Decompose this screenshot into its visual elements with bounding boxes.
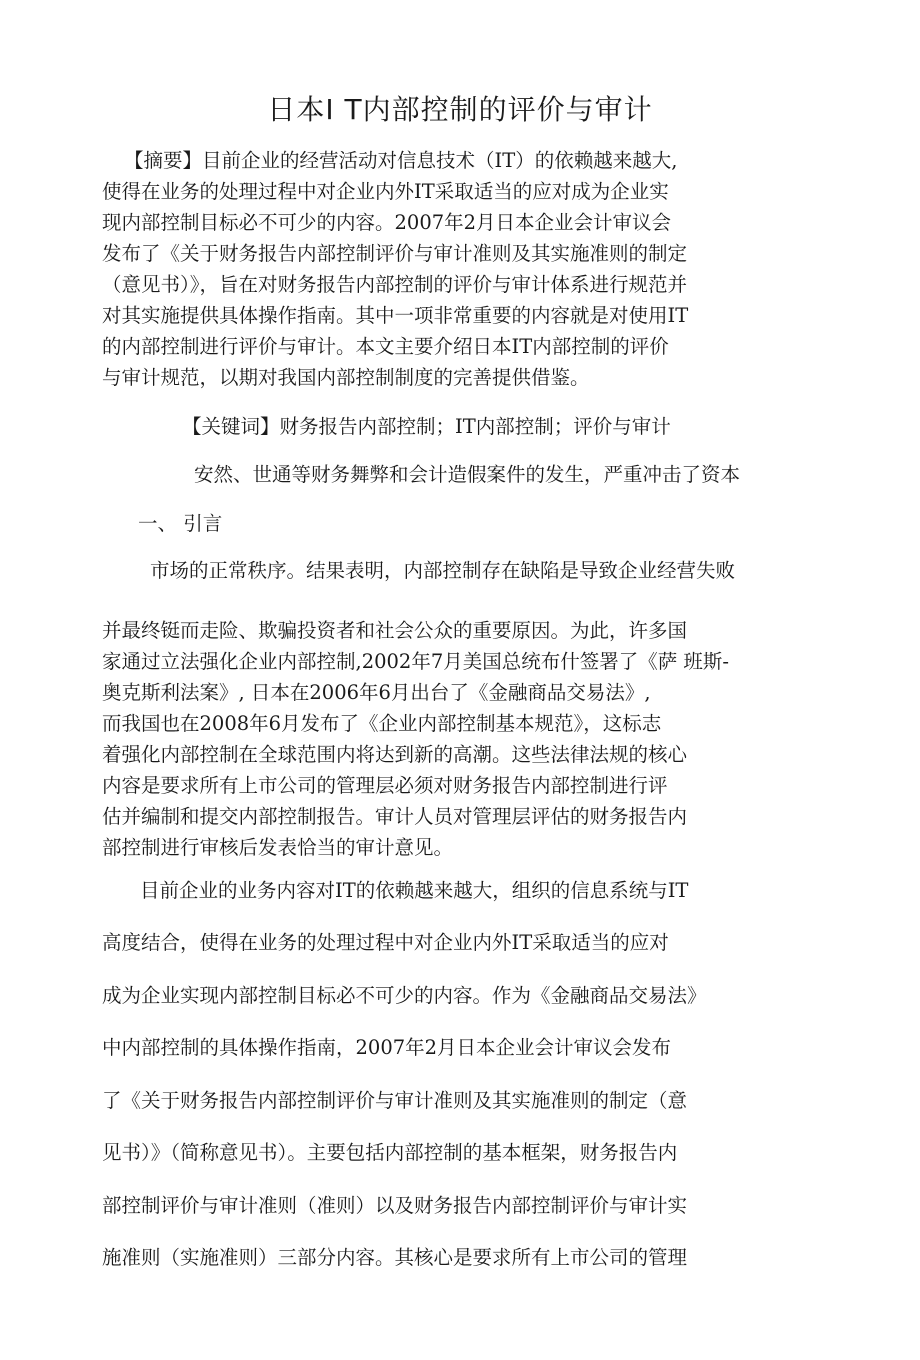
p1-line-2: 家通过立法强化企业内部控制,2002年7月美国总统布什签署了《萨 班斯-: [102, 650, 730, 673]
p2-line-2: 高度结合，使得在业务的处理过程中对企业内外IT采取适当的应对: [102, 931, 669, 954]
page-title: 日本I T内部控制的评价与审计: [267, 93, 653, 126]
p2-line-5: 了《关于财务报告内部控制评价与审计准则及其实施准则的制定（意: [102, 1089, 688, 1112]
abstract-line-3: 现内部控制目标必不可少的内容。2007年2月日本企业会计审议会: [102, 211, 672, 234]
abstract-line-7: 的内部控制进行评价与审计。本文主要介绍日本IT内部控制的评价: [102, 335, 669, 358]
abstract-line-6: 对其实施提供具体操作指南。其中一项非常重要的内容就是对使用IT: [102, 304, 689, 327]
intro-line-2: 市场的正常秩序。结果表明，内部控制存在缺陷是导致企业经营失败: [150, 559, 736, 582]
abstract-line-4: 发布了《关于财务报告内部控制评价与审计准则及其实施准则的制定: [102, 242, 688, 265]
p1-line-5: 着强化内部控制在全球范围内将达到新的高潮。这些法律法规的核心: [102, 743, 688, 766]
p1-line-1: 并最终铤而走险、欺骗投资者和社会公众的重要原因。为此，许多国: [102, 619, 688, 642]
abstract-line-8: 与审计规范，以期对我国内部控制制度的完善提供借鉴。: [102, 366, 590, 389]
p1-line-8: 部控制进行审核后发表恰当的审计意见。: [102, 836, 454, 859]
abstract-line-5: （意见书）》，旨在对财务报告内部控制的评价与审计体系进行规范并: [102, 273, 688, 296]
abstract-line-1: 【摘要】目前企业的经营活动对信息技术（IT）的依赖越来越大,: [124, 149, 678, 172]
p1-line-3: 奥克斯利法案》, 日本在2006年6月出台了《金融商品交易法》,: [102, 681, 651, 704]
p2-line-6: 见书）》（简称意见书）。主要包括内部控制的基本框架，财务报告内: [102, 1141, 678, 1164]
p2-line-1: 目前企业的业务内容对IT的依赖越来越大，组织的信息系统与IT: [140, 879, 689, 902]
p1-line-6: 内容是要求所有上市公司的管理层必须对财务报告内部控制进行评: [102, 774, 668, 797]
p2-line-7: 部控制评价与审计准则（准则）以及财务报告内部控制评价与审计实: [102, 1194, 688, 1217]
p2-line-4: 中内部控制的具体操作指南，2007年2月日本企业会计审议会发布: [102, 1036, 672, 1059]
p2-line-8: 施准则（实施准则）三部分内容。其核心是要求所有上市公司的管理: [102, 1246, 688, 1269]
p2-line-3: 成为企业实现内部控制目标必不可少的内容。作为《金融商品交易法》: [102, 984, 707, 1007]
intro-line-1: 安然、世通等财务舞弊和会计造假案件的发生，严重冲击了资本: [194, 463, 741, 486]
p1-line-7: 估并编制和提交内部控制报告。审计人员对管理层评估的财务报告内: [102, 805, 688, 828]
p1-line-4: 而我国也在2008年6月发布了《企业内部控制基本规范》，这标志: [102, 712, 662, 735]
keywords: 【关键词】财务报告内部控制；IT内部控制；评价与审计: [182, 415, 671, 438]
abstract-line-2: 使得在业务的处理过程中对企业内外IT采取适当的应对成为企业实: [102, 180, 669, 203]
section-heading: 一、 引言: [138, 512, 223, 535]
